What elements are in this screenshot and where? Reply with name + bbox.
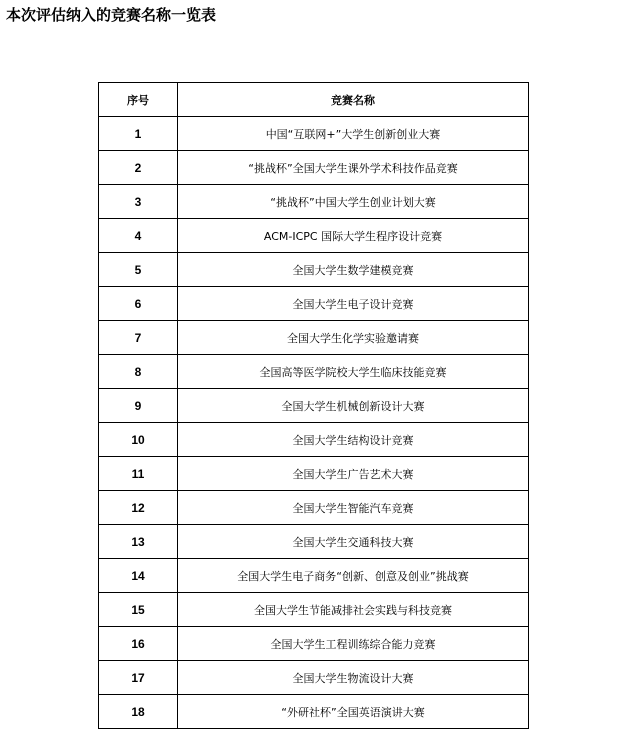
competition-name: 全国大学生化学实验邀请赛 xyxy=(178,321,529,355)
row-number: 17 xyxy=(99,661,178,695)
table-row xyxy=(99,287,529,321)
table-body xyxy=(99,117,529,729)
table-row xyxy=(99,185,529,219)
table-row xyxy=(99,151,529,185)
table-row xyxy=(99,117,529,151)
header-name: 竞赛名称 xyxy=(178,83,529,117)
competition-name: 全国大学生电子设计竞赛 xyxy=(178,287,529,321)
competition-name: 全国大学生物流设计大赛 xyxy=(178,661,529,695)
competition-name: 全国大学生广告艺术大赛 xyxy=(178,457,529,491)
competition-name: 全国大学生电子商务“创新、创意及创业”挑战赛 xyxy=(178,559,529,593)
row-number: 10 xyxy=(99,423,178,457)
table-row xyxy=(99,321,529,355)
competition-name: “挑战杯”全国大学生课外学术科技作品竞赛 xyxy=(178,151,529,185)
row-number: 1 xyxy=(99,117,178,151)
competition-name: “挑战杯”中国大学生创业计划大赛 xyxy=(178,185,529,219)
competition-name: 全国高等医学院校大学生临床技能竞赛 xyxy=(178,355,529,389)
row-number: 13 xyxy=(99,525,178,559)
row-number: 3 xyxy=(99,185,178,219)
competition-name: ACM-ICPC 国际大学生程序设计竞赛 xyxy=(178,219,529,253)
table-row xyxy=(99,389,529,423)
competition-name: “外研社杯”全国英语演讲大赛 xyxy=(178,695,529,729)
competition-table xyxy=(98,82,529,729)
page-title: 本次评估纳入的竞赛名称一览表 xyxy=(6,6,217,24)
competition-name: 全国大学生工程训练综合能力竞赛 xyxy=(178,627,529,661)
row-number: 15 xyxy=(99,593,178,627)
table-row xyxy=(99,423,529,457)
table-row xyxy=(99,219,529,253)
row-number: 4 xyxy=(99,219,178,253)
competition-name: 中国“互联网+”大学生创新创业大赛 xyxy=(178,117,529,151)
competition-name: 全国大学生智能汽车竞赛 xyxy=(178,491,529,525)
competition-name: 全国大学生机械创新设计大赛 xyxy=(178,389,529,423)
table-row xyxy=(99,525,529,559)
row-number: 5 xyxy=(99,253,178,287)
table-row xyxy=(99,559,529,593)
table-row xyxy=(99,457,529,491)
row-number: 16 xyxy=(99,627,178,661)
competition-name: 全国大学生节能减排社会实践与科技竞赛 xyxy=(178,593,529,627)
table-row xyxy=(99,627,529,661)
row-number: 14 xyxy=(99,559,178,593)
competition-name: 全国大学生数学建模竞赛 xyxy=(178,253,529,287)
table-row xyxy=(99,661,529,695)
row-number: 12 xyxy=(99,491,178,525)
table-header-row xyxy=(99,83,529,117)
competition-name: 全国大学生结构设计竞赛 xyxy=(178,423,529,457)
row-number: 8 xyxy=(99,355,178,389)
row-number: 9 xyxy=(99,389,178,423)
table-row xyxy=(99,491,529,525)
row-number: 6 xyxy=(99,287,178,321)
competition-name: 全国大学生交通科技大赛 xyxy=(178,525,529,559)
table-row xyxy=(99,695,529,729)
table-row xyxy=(99,593,529,627)
table-row xyxy=(99,253,529,287)
row-number: 18 xyxy=(99,695,178,729)
competition-table-container xyxy=(98,82,528,729)
table-row xyxy=(99,355,529,389)
header-index: 序号 xyxy=(99,83,178,117)
row-number: 11 xyxy=(99,457,178,491)
row-number: 2 xyxy=(99,151,178,185)
row-number: 7 xyxy=(99,321,178,355)
